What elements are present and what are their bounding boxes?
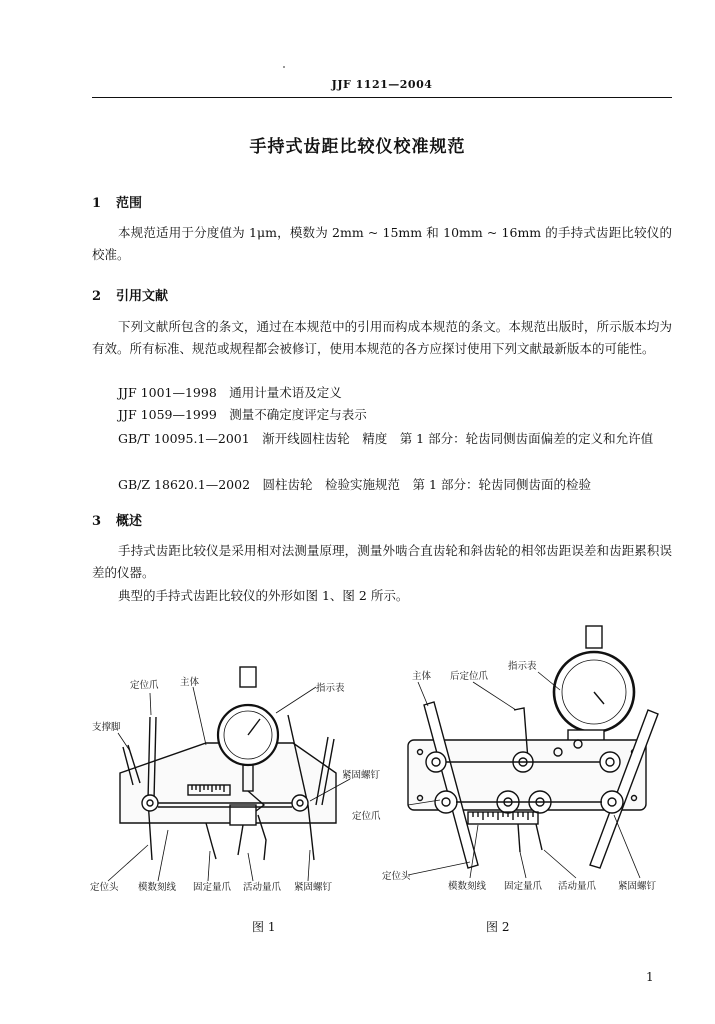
overview-paragraph: 手持式齿距比较仪是采用相对法测量原理，测量外啮合直齿轮和斜齿轮的相邻齿距误差和齿距累积误差的仪器。 — [92, 543, 672, 580]
reference-item: JJF 1001—1998 通用计量术语及定义 — [118, 385, 342, 400]
fig2-label-rear-locating-claw: 后定位爪 — [450, 671, 489, 682]
section-2-heading — [92, 285, 168, 304]
overview-figure-reference: 典型的手持式齿距比较仪的外形如图 1、图 2 所示。 — [118, 588, 409, 603]
scan-speck — [283, 66, 285, 68]
section-3-heading — [92, 510, 142, 529]
section-title: 引用文献 — [116, 289, 169, 304]
figure-1 — [88, 655, 381, 900]
fig2-label-module-scale: 模数刻线 — [448, 881, 487, 892]
header-rule — [92, 97, 672, 98]
figure-1-caption: 图 1 — [252, 920, 276, 934]
reference-item: GB/Z 18620.1—2002 圆柱齿轮 检验实施规范 第 1 部分：轮齿同侧齿面的检验 — [118, 477, 591, 492]
section-1-heading — [92, 192, 142, 211]
page-number: 1 — [646, 970, 654, 984]
fig2-label-locating-head: 定位头 — [382, 871, 411, 882]
fig1-label-main-body: 主体 — [180, 677, 200, 688]
page-title: 手持式齿距比较仪校准规范 — [249, 137, 466, 157]
document-header: JJF 1121—2004 — [331, 78, 433, 91]
fig1-label-indicator: 指示表 — [316, 683, 345, 694]
fig1-label-clamp-screw-bottom: 紧固螺钉 — [294, 882, 333, 893]
fig2-label-clamp-screw: 紧固螺钉 — [618, 881, 657, 892]
scope-paragraph: 本规范适用于分度值为 1μm，模数为 2mm ~ 15mm 和 10mm ~ 16mm 的手持式齿距比较仪的校准。 — [92, 225, 672, 262]
fig1-label-clamp-screw: 紧固螺钉 — [342, 770, 381, 781]
section-number: 3 — [92, 514, 102, 529]
fig1-label-support-foot: 支撑脚 — [92, 722, 121, 733]
fig2-label-locating-claw: 定位爪 — [352, 811, 381, 822]
references-intro-paragraph: 下列文献所包含的条文，通过在本规范中的引用而构成本规范的条文。本规范出版时，所示版本均为有效。所有标准、规范或规程都会被修订，使用本规范的各方应探讨使用下列文献最新版本的可能性。 — [92, 319, 672, 356]
section-number: 2 — [92, 289, 102, 304]
section-title: 概述 — [116, 514, 143, 529]
fig1-label-module-scale: 模数刻线 — [138, 882, 177, 893]
fig2-label-movable-claw: 活动量爪 — [558, 881, 597, 892]
section-number: 1 — [92, 196, 102, 211]
figure-2 — [352, 620, 678, 895]
section-title: 范围 — [116, 196, 143, 211]
fig1-label-locating-claw: 定位爪 — [130, 680, 159, 691]
fig2-label-fixed-claw: 固定量爪 — [504, 881, 543, 892]
figure-2-caption: 图 2 — [486, 920, 510, 934]
fig1-label-movable-claw: 活动量爪 — [243, 882, 282, 893]
fig2-label-main-body: 主体 — [412, 671, 432, 682]
reference-item: GB/T 10095.1—2001 渐开线圆柱齿轮 精度 第 1 部分：轮齿同侧齿面偏差的定义和允许值 — [118, 431, 654, 446]
fig2-label-indicator: 指示表 — [508, 661, 537, 672]
fig1-label-fixed-claw: 固定量爪 — [193, 882, 232, 893]
fig1-label-locating-head: 定位头 — [90, 882, 119, 893]
reference-item: JJF 1059—1999 测量不确定度评定与表示 — [118, 407, 367, 422]
